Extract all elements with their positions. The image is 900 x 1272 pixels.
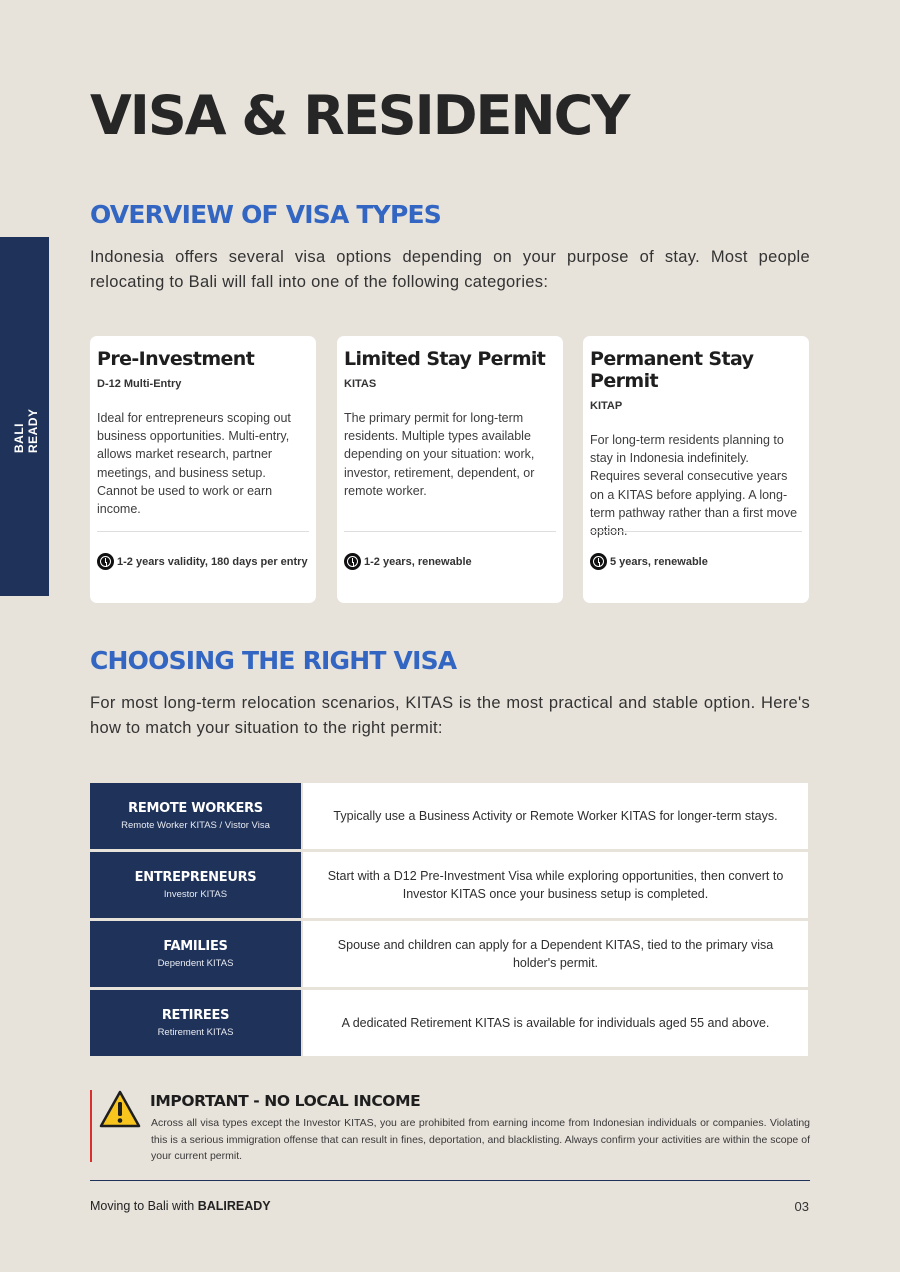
situation-label-cell — [90, 990, 301, 1056]
card-footer — [97, 553, 308, 570]
warning-icon — [99, 1090, 141, 1128]
page-number: 03 — [794, 1199, 809, 1214]
situation-label: REMOTE WORKERS — [128, 801, 263, 816]
clock-icon — [590, 553, 607, 570]
footer-prefix: Moving to Bali with — [90, 1199, 198, 1213]
card-divider — [97, 531, 309, 532]
card-divider — [590, 531, 802, 532]
choosing-intro: For most long-term relocation scenarios, KITAS is the most practical and stable option. Here's how to match your situation to the right permit: — [90, 694, 810, 737]
card-description: Ideal for entrepreneurs scoping out business opportunities. Multi-entry, allows market research, partner meetings, and business setup. Cannot be used to work or earn income. — [97, 411, 291, 517]
card-subtitle: D-12 Multi-Entry — [97, 378, 182, 390]
situation-permit: Retirement KITAS — [157, 1027, 234, 1038]
situation-permit: Investor KITAS — [163, 889, 228, 900]
situation-label-cell — [90, 783, 301, 849]
footer-brand: BALIREADY — [197, 1199, 271, 1213]
clock-icon — [344, 553, 361, 570]
card-validity: 1-2 years, renewable — [364, 555, 472, 568]
page-title: VISA & RESIDENCY — [90, 84, 629, 147]
table-row — [90, 990, 808, 1056]
card-divider — [344, 531, 556, 532]
situation-label-cell — [90, 921, 301, 987]
card-description: The primary permit for long-term residents. Multiple types available depending on your situation: work, investor, retirement, dependent, or remote worker. — [344, 411, 535, 498]
footer-divider — [90, 1180, 810, 1181]
situation-table — [90, 783, 808, 1059]
warning-text: Across all visa types except the Investor KITAS, you are prohibited from earning income from Indonesian individuals or companies. Violating this is a serious immigration offense that can result in fines, deportation, and blacklisting. Always confirm your activities are within the scope of your current permit. — [151, 1117, 810, 1162]
card-subtitle: KITAP — [590, 400, 623, 412]
side-tab-label: BALI READY — [12, 408, 40, 453]
card-title: Limited Stay Permit — [344, 348, 546, 370]
choosing-heading: CHOOSING THE RIGHT VISA — [90, 646, 457, 675]
situation-permit: Remote Worker KITAS / Vistor Visa — [121, 820, 270, 831]
visa-card-kitas — [337, 336, 563, 603]
table-row — [90, 921, 808, 987]
card-footer — [344, 553, 472, 570]
card-title: Permanent Stay Permit — [590, 348, 754, 392]
overview-intro: Indonesia offers several visa options depending on your purpose of stay. Most people relocating to Bali will fall into one of the following categories: — [90, 248, 810, 291]
situation-label-cell — [90, 852, 301, 918]
table-row — [90, 783, 808, 849]
card-footer — [590, 553, 708, 570]
overview-heading: OVERVIEW OF VISA TYPES — [90, 200, 441, 229]
visa-cards — [90, 336, 810, 603]
situation-description: Start with a D12 Pre-Investment Visa while exploring opportunities, then convert to Investor KITAS once your business setup is completed. — [303, 852, 808, 918]
warning-callout — [90, 1090, 810, 1162]
footer-tagline — [90, 1199, 271, 1213]
card-subtitle: KITAS — [344, 378, 377, 390]
situation-description: Spouse and children can apply for a Dependent KITAS, tied to the primary visa holder's permit. — [303, 921, 808, 987]
card-validity: 5 years, renewable — [610, 555, 708, 568]
visa-card-kitap — [583, 336, 809, 603]
warning-bar — [90, 1090, 92, 1162]
situation-label: FAMILIES — [163, 939, 228, 954]
table-row — [90, 852, 808, 918]
warning-title: IMPORTANT - NO LOCAL INCOME — [150, 1092, 421, 1110]
situation-label: ENTREPRENEURS — [134, 870, 257, 885]
situation-label: RETIREES — [161, 1008, 230, 1023]
card-description: For long-term residents planning to stay in Indonesia indefinitely. Requires several consecutive years on a KITAS before applying. A long-term pathway rather than a first move option. — [590, 433, 798, 539]
situation-description: Typically use a Business Activity or Remote Worker KITAS for longer-term stays. — [303, 783, 808, 849]
situation-permit: Dependent KITAS — [157, 958, 234, 969]
situation-description: A dedicated Retirement KITAS is available for individuals aged 55 and above. — [303, 990, 808, 1056]
card-title: Pre-Investment — [97, 348, 255, 370]
card-validity: 1-2 years validity, 180 days per entry — [117, 555, 308, 568]
clock-icon — [97, 553, 114, 570]
visa-card-pre-investment — [90, 336, 316, 603]
